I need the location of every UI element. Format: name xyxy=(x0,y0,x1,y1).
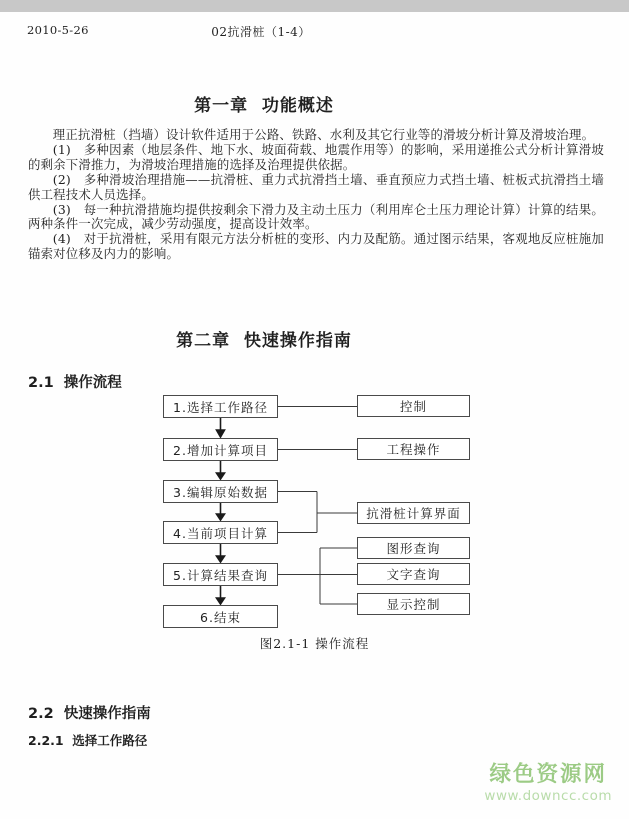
flowchart-connector-lines xyxy=(0,390,629,655)
flow-step-add-project: 2.增加计算项目 xyxy=(163,438,278,461)
site-watermark xyxy=(484,763,612,803)
flow-step-query-results: 5.计算结果查询 xyxy=(163,563,278,586)
flow-step-edit-raw-data: 3.编辑原始数据 xyxy=(163,480,278,503)
paragraph-item-4: (4) 对于抗滑桩，采用有限元方法分析桩的变形、内力及配筋。通过图示结果，客观地反应桩施加锚索对位移及内力的影响。 xyxy=(28,231,604,262)
paragraph-intro: 理正抗滑桩（挡墙）设计软件适用于公路、铁路、水利及其它行业等的滑坡分析计算及滑坡治理。 xyxy=(52,127,595,142)
watermark-site-url: www.downcc.com xyxy=(484,787,612,804)
page-top-gray-bar xyxy=(0,0,629,12)
section-2-2-1-heading: 2.2.1 选择工作路径 xyxy=(28,733,148,748)
chapter1-title: 第一章 功能概述 xyxy=(194,96,334,116)
flow-panel-graphic-query: 图形查询 xyxy=(357,537,470,559)
flow-step-select-work-path: 1.选择工作路径 xyxy=(163,395,278,418)
flow-panel-pile-calc-ui: 抗滑桩计算界面 xyxy=(357,502,470,524)
flow-step-calc-current: 4.当前项目计算 xyxy=(163,521,278,544)
section-2-1-heading: 2.1 操作流程 xyxy=(28,375,122,391)
flow-panel-control: 控制 xyxy=(357,395,470,417)
section-2-2-heading: 2.2 快速操作指南 xyxy=(28,706,151,722)
watermark-site-name: 绿色资源网 xyxy=(489,762,607,787)
figure-caption: 图2.1-1 操作流程 xyxy=(259,636,370,651)
paragraph-item-2: (2) 多种滑坡治理措施——抗滑桩、重力式抗滑挡土墙、垂直预应力式挡土墙、桩板式抗滑挡土墙供工程技术人员选择。 xyxy=(28,171,604,202)
flow-panel-display-control: 显示控制 xyxy=(357,593,470,615)
flow-step-end: 6.结束 xyxy=(163,605,278,628)
flow-panel-project-ops: 工程操作 xyxy=(357,438,470,460)
paragraph-item-3: (3) 每一种抗滑措施均提供按剩余下滑力及主动土压力（利用库仑土压力理论计算）计算的结果。两种条件一次完成，减少劳动强度，提高设计效率。 xyxy=(28,201,604,232)
flow-panel-text-query: 文字查询 xyxy=(357,563,470,585)
chapter2-title: 第二章 快速操作指南 xyxy=(176,331,352,351)
operation-flowchart xyxy=(0,390,629,655)
chapter1-body xyxy=(28,128,604,262)
header-date: 2010-5-26 xyxy=(27,23,89,37)
header-doc-title: 02抗滑桩（1-4） xyxy=(211,25,311,39)
paragraph-item-1: (1) 多种因素（地层条件、地下水、坡面荷载、地震作用等）的影响，采用递推公式分析计算滑坡的剩余下滑推力，为滑坡治理措施的选择及治理提供依据。 xyxy=(28,141,604,172)
